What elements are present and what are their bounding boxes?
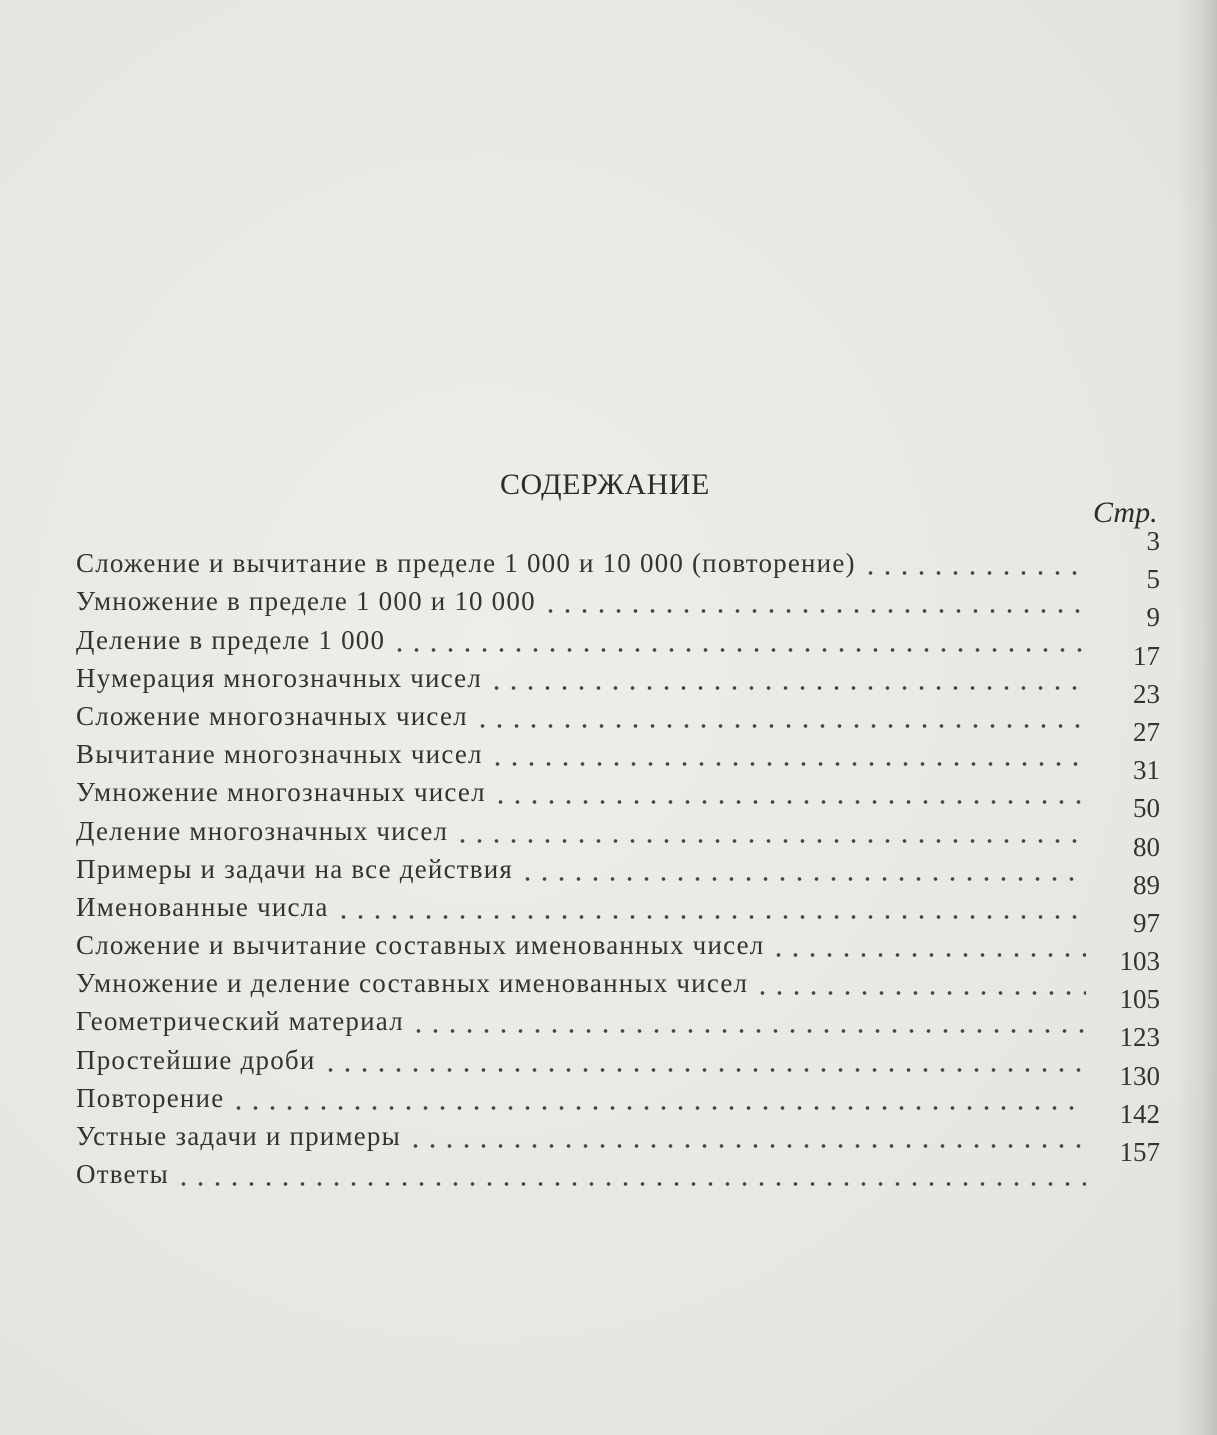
toc-entry-label: Ответы — [76, 1159, 170, 1190]
toc-entry-label: Повторение — [76, 1082, 225, 1113]
leader-dots — [175, 1159, 1086, 1189]
toc-entry-page: 80 — [1133, 831, 1160, 862]
leader-dots — [489, 739, 1086, 769]
toc-entry-page: 157 — [1119, 1137, 1160, 1167]
toc-entry-page: 50 — [1133, 793, 1160, 824]
toc-entry-label: Сложение многозначных чисел — [76, 700, 468, 731]
toc-entry-page: 130 — [1119, 1060, 1160, 1091]
toc-entry — [76, 678, 1186, 731]
toc-entry — [76, 946, 1186, 999]
toc-entry-label: Вычитание многозначных чисел — [76, 739, 483, 770]
toc-entry-label: Умножение в пределе 1 000 и 10 000 — [76, 586, 536, 617]
leader-dots — [335, 892, 1086, 922]
toc-entry-page: 97 — [1133, 907, 1160, 938]
toc-entry-label: Нумерация многозначных чисел — [76, 662, 483, 693]
toc-entry-page: 3 — [1146, 526, 1160, 556]
toc-entry-page: 9 — [1146, 602, 1160, 633]
leader-dots — [488, 663, 1086, 693]
toc-entry — [76, 1137, 1186, 1190]
toc-entry-page: 17 — [1133, 640, 1160, 671]
toc-entry — [76, 526, 1186, 579]
toc-entry-page: 89 — [1133, 869, 1160, 900]
leader-dots — [519, 854, 1086, 884]
leader-dots — [770, 930, 1086, 960]
toc-entry — [76, 640, 1186, 693]
toc-entry — [76, 907, 1186, 961]
toc-entry — [76, 1098, 1186, 1151]
toc-entry-page: 23 — [1133, 678, 1160, 709]
leader-dots — [322, 1045, 1086, 1075]
toc-entry-page: 103 — [1119, 946, 1160, 977]
leader-dots — [230, 1083, 1086, 1113]
toc-entry-label: Умножение многозначных чисел — [76, 777, 486, 808]
toc-entry — [76, 793, 1186, 846]
toc-entry — [76, 984, 1186, 1037]
toc-entry-label: Сложение и вычитание составных именованных чисел — [76, 930, 765, 961]
toc-entry-label: Сложение и вычитание в пределе 1 000 и 10 000 (повторение) — [76, 548, 856, 579]
leader-dots — [492, 777, 1086, 807]
toc-title: СОДЕРЖАНИЕ — [500, 468, 710, 501]
toc-entry — [76, 755, 1186, 808]
toc-entry-page: 27 — [1133, 716, 1160, 747]
leader-dots — [407, 1121, 1086, 1151]
toc-entry — [76, 869, 1186, 922]
leader-dots — [410, 1006, 1086, 1036]
toc-entry — [76, 564, 1186, 617]
toc-entry-label: Именованные числа — [76, 891, 329, 922]
toc-entry — [76, 1060, 1186, 1113]
toc-entry-label: Устные задачи и примеры — [76, 1121, 401, 1151]
toc-entry-label: Примеры и задачи на все действия — [76, 853, 513, 884]
leader-dots — [454, 816, 1086, 846]
leader-dots — [542, 586, 1086, 616]
leader-dots — [391, 625, 1086, 655]
toc-entry-label: Геометрический материал — [76, 1006, 404, 1037]
leader-dots — [862, 548, 1086, 578]
toc-entry-label: Деление многозначных чисел — [76, 815, 449, 846]
leader-dots — [474, 701, 1086, 731]
toc-entry-page: 142 — [1119, 1098, 1160, 1129]
toc-entry — [76, 716, 1186, 770]
toc-entry — [76, 831, 1186, 884]
toc-entry-page: 31 — [1133, 755, 1160, 786]
leader-dots — [754, 968, 1086, 998]
toc-entry — [76, 602, 1186, 655]
toc-entry-page: 105 — [1119, 984, 1160, 1015]
toc-list — [76, 526, 1186, 1190]
toc-entry — [76, 1022, 1186, 1075]
toc-entry-label: Простейшие дроби — [76, 1044, 316, 1075]
toc-entry-label: Умножение и деление составных именованных чисел — [76, 968, 749, 999]
toc-entry-page: 5 — [1146, 564, 1160, 595]
toc-entry-label: Деление в пределе 1 000 — [76, 624, 386, 655]
toc-entry-page: 123 — [1119, 1022, 1160, 1053]
page-column-header: Стр. — [1093, 496, 1158, 529]
